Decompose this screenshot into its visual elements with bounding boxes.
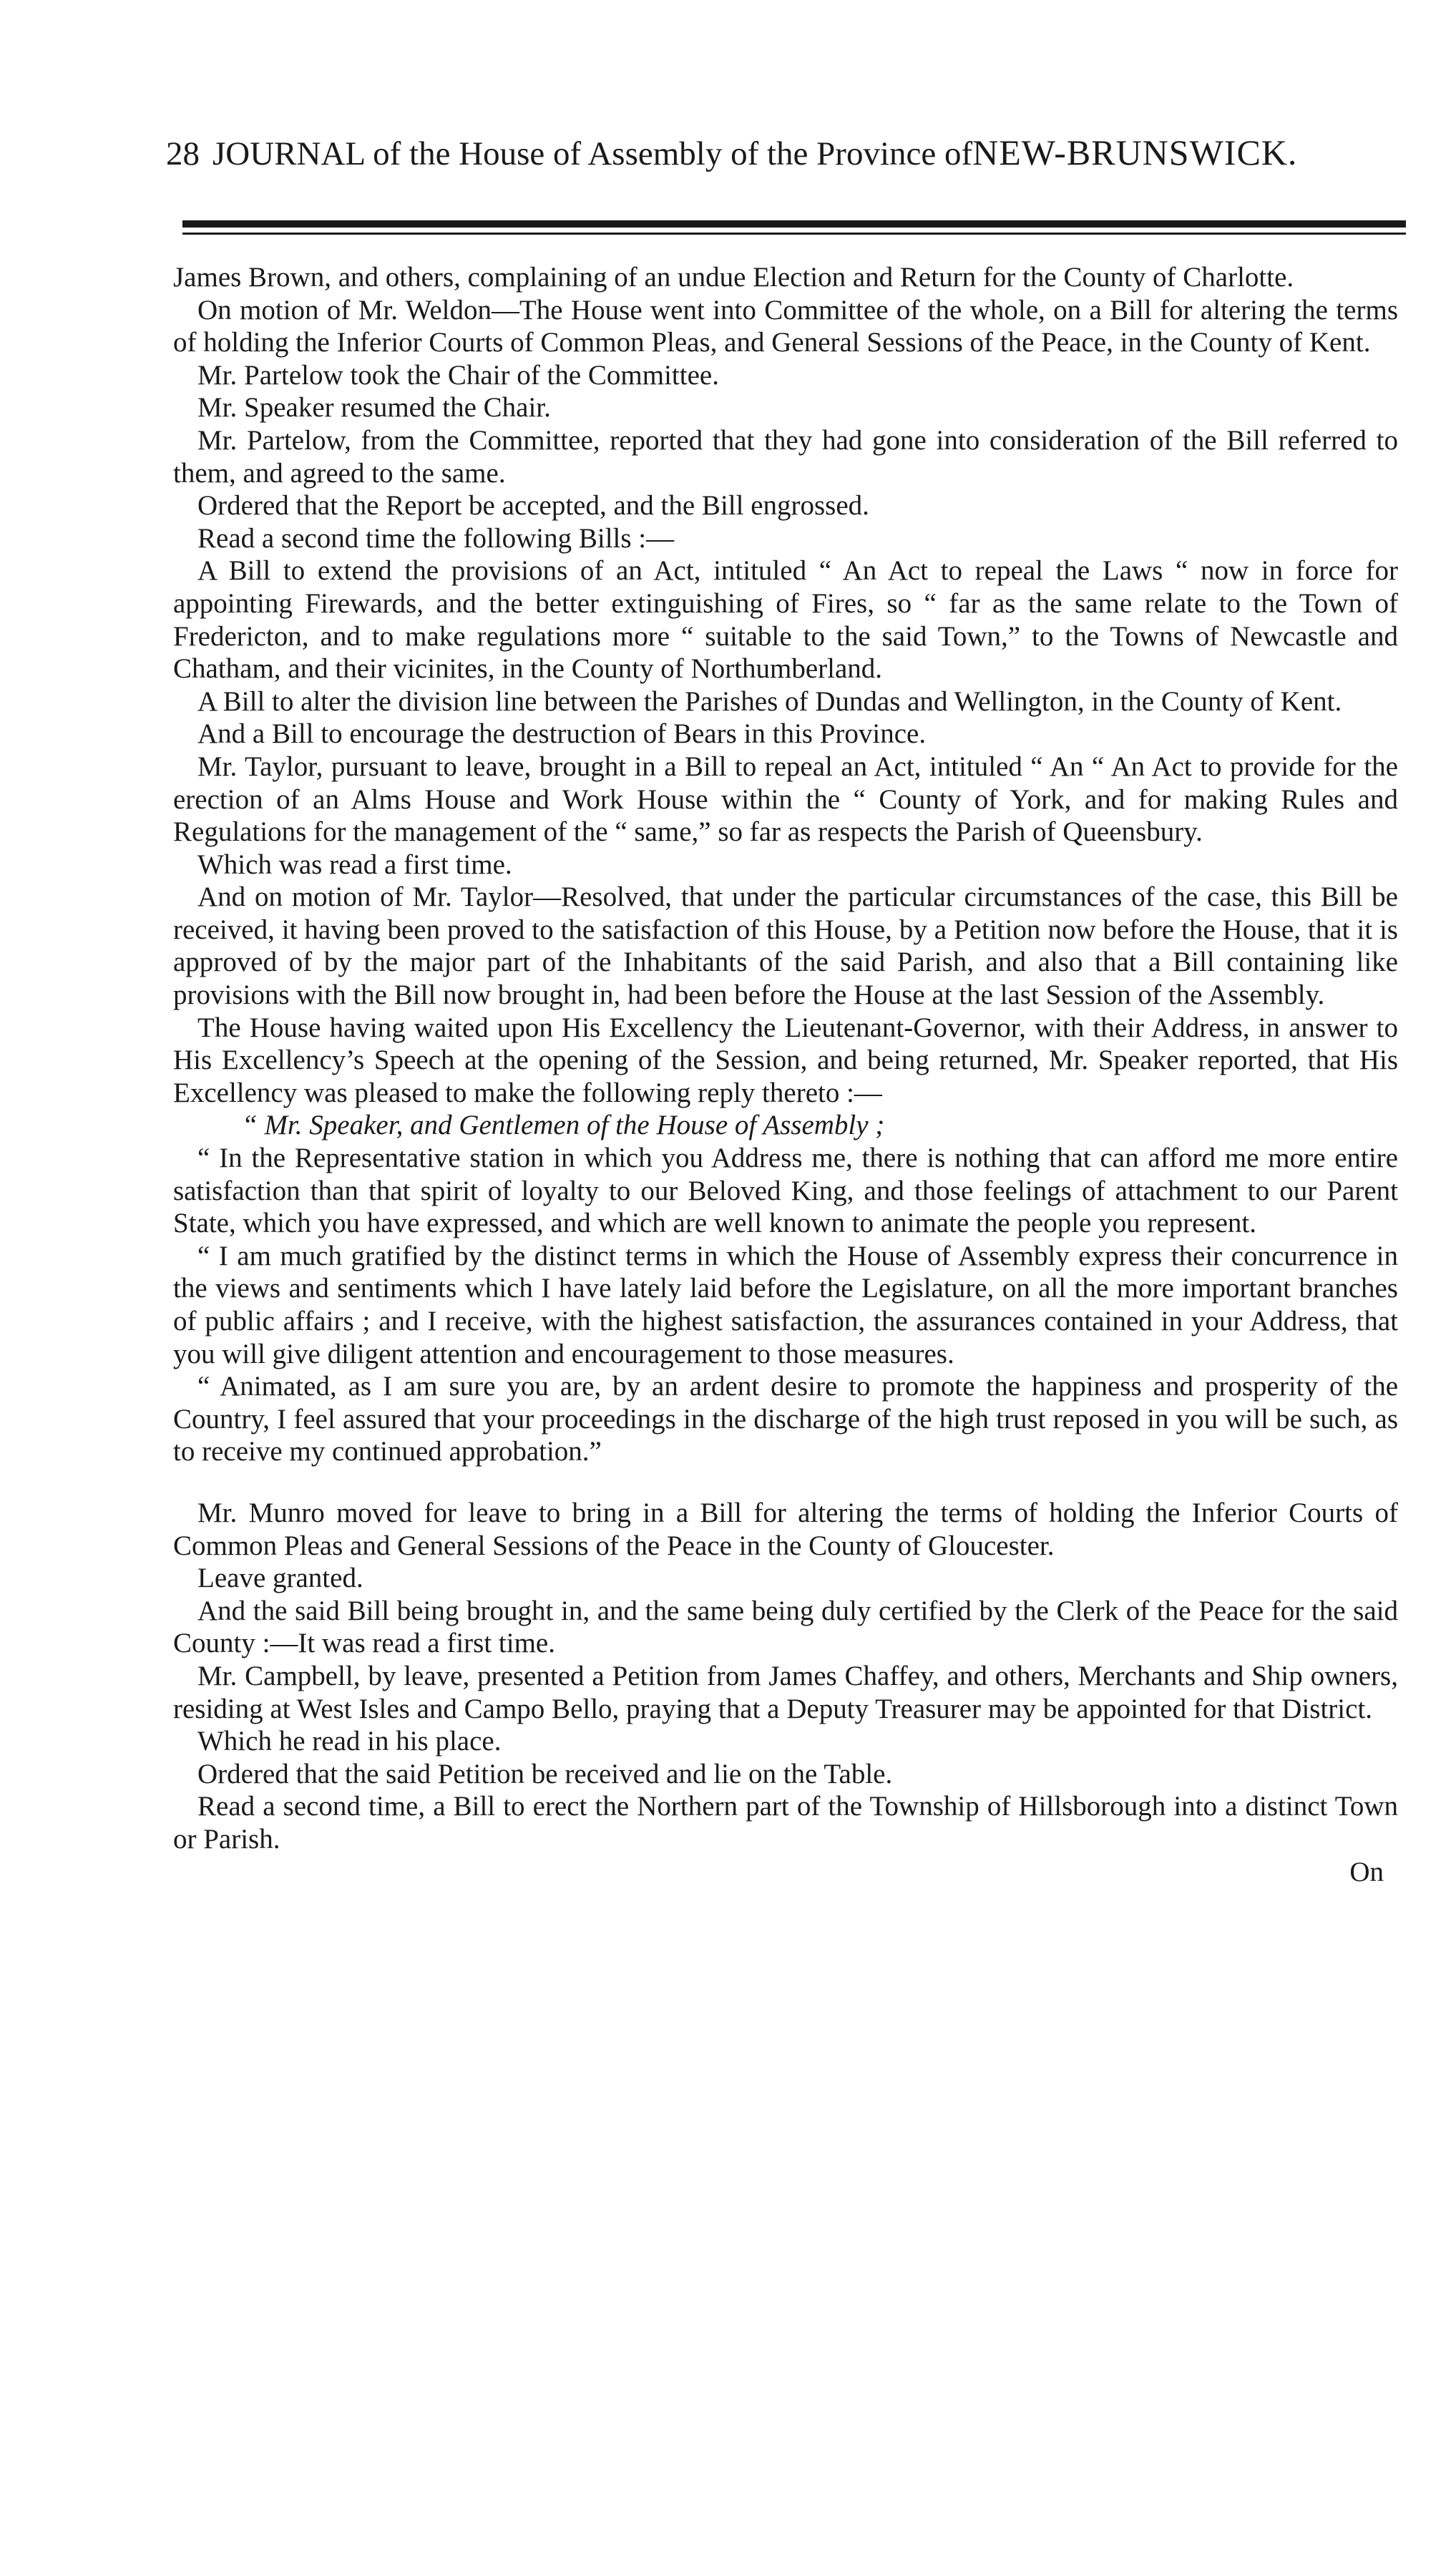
paragraph: Mr. Partelow took the Chair of the Committee. xyxy=(197,359,719,391)
paragraph: Which was read a first time. xyxy=(197,849,512,880)
paragraph: And the said Bill being brought in, and the same being duly certified by the Clerk of the Peace for the said County :—It was read a first time. xyxy=(173,1595,1398,1659)
paragraph: Mr. Partelow, from the Committee, reported that they had gone into consideration of the Bill referred to them, and agreed to the same. xyxy=(173,424,1398,489)
paragraph: “ Animated, as I am sure you are, by an ardent desire to promote the happiness and prosperity of the Country, I feel assured that your proceedings in the discharge of the high trust reposed in you will be such, as to receive my continued approbation.” xyxy=(173,1371,1398,1467)
running-head xyxy=(166,127,1400,177)
catchword: On xyxy=(1349,1856,1384,1887)
paragraph: “ In the Representative station in which you Address me, there is nothing that can afford me more entire satisfaction than that spirit of loyalty to our Beloved King, and those feelings of attachment to our Parent State, which you have expressed, and which are well known to animate the people you represent. xyxy=(173,1143,1398,1239)
paragraph: “ I am much gratified by the distinct terms in which the House of Assembly express their concurrence in the views and sentiments which I have lately laid before the Legislature, on all the more important branches of public affairs ; and I receive, with the highest satisfaction, the assurances contained in your Address, that you will give diligent attention and encouragement to those measures. xyxy=(173,1240,1398,1369)
paragraph: James Brown, and others, complaining of an undue Election and Return for the County of Charlotte. xyxy=(173,262,1294,293)
address-salutation: “ Mr. Speaker, and Gentlemen of the House of Assembly ; xyxy=(242,1110,885,1141)
journal-body xyxy=(173,261,1398,1888)
paragraph: Which he read in his place. xyxy=(197,1726,502,1757)
paragraph: Mr. Munro moved for leave to bring in a Bill for altering the terms of holding the Inferior Courts of Common Pleas and General Sessions of the Peace in the County of Gloucester. xyxy=(173,1497,1398,1561)
paragraph: And a Bill to encourage the destruction of Bears in this Province. xyxy=(197,718,927,750)
page-number: 28 xyxy=(166,135,200,172)
paragraph: Read a second time the following Bills :— xyxy=(197,522,675,554)
paragraph: And on motion of Mr. Taylor—Resolved, that under the particular circumstances of the case, this Bill be received, it having been proved to the satisfaction of this House, by a Petition now before the House, that it is approved of by the major part of the Inhabitants of the said Parish, and also that a Bill containing like provisions with the Bill now brought in, had been before the House at the last Session of the Assembly. xyxy=(173,881,1398,1011)
running-title: JOURNAL of the House of Assembly of the Province of xyxy=(212,135,973,172)
catchword-line xyxy=(173,1856,1398,1889)
paragraph: Ordered that the Report be accepted, and the Bill engrossed. xyxy=(197,490,869,522)
paragraph: The House having waited upon His Excellency the Lieutenant-Governor, with their Address, in answer to His Excellency’s Speech at the opening of the Session, and being returned, Mr. Speaker reported, that His Excellency was pleased to make the following reply thereto :— xyxy=(173,1012,1398,1108)
paragraph: Leave granted. xyxy=(197,1563,363,1594)
header-rule-thin xyxy=(182,233,1406,235)
paragraph: Ordered that the said Petition be received and lie on the Table. xyxy=(197,1758,893,1789)
paragraph: Mr. Speaker resumed the Chair. xyxy=(197,392,551,424)
paragraph: Mr. Taylor, pursuant to leave, brought in a Bill to repeal an Act, intituled “ An “ An Act to provide for the erection of an Alms House and Work House within the “ County of York, and for making Rules and Regulations for the management of the “ same,” so far as respects the Parish of Queensbury. xyxy=(173,751,1398,848)
paragraph: Read a second time, a Bill to erect the Northern part of the Township of Hillsborough into a distinct Town or Parish. xyxy=(173,1791,1398,1855)
paragraph: A Bill to alter the division line between the Parishes of Dundas and Wellington, in the County of Kent. xyxy=(197,685,1342,717)
paragraph: A Bill to extend the provisions of an Act, intituled “ An Act to repeal the Laws “ now in force for appointing Firewards, and the better extinguishing of Fires, so “ far as the same relate to the Town of Fredericton, and to make regulations more “ suitable to the said Town,” to the Towns of Newcastle and Chatham, and their vicinites, in the County of Northumberland. xyxy=(173,555,1398,685)
paragraph: Mr. Campbell, by leave, presented a Petition from James Chaffey, and others, Merchants and Ship owners, residing at West Isles and Campo Bello, praying that a Deputy Treasurer may be appointed for that District. xyxy=(173,1660,1398,1724)
paragraph: On motion of Mr. Weldon—The House went into Committee of the whole, on a Bill for altering the terms of holding the Inferior Courts of Common Pleas, and General Sessions of the Peace, in the County of Kent. xyxy=(173,294,1398,358)
province-name: NEW-BRUNSWICK. xyxy=(972,132,1298,172)
header-rule-thick xyxy=(182,220,1406,228)
